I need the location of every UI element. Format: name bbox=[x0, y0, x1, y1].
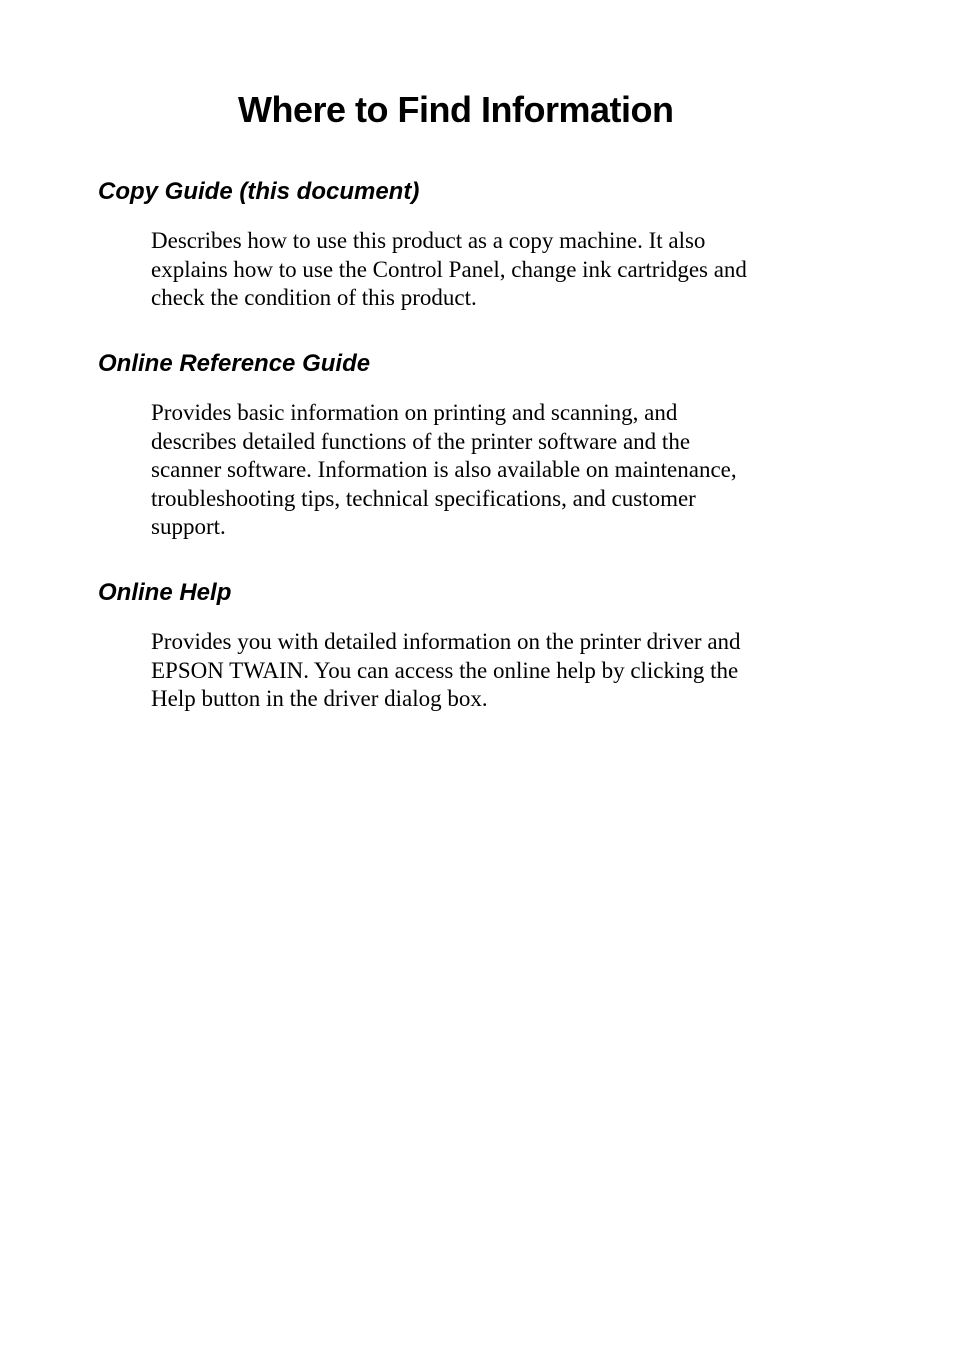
body-line: explains how to use the Control Panel, change ink cartridges and bbox=[151, 256, 747, 282]
body-line: scanner software. Information is also available on maintenance, bbox=[151, 457, 737, 482]
page-title: Where to Find Information bbox=[238, 89, 674, 130]
section-body-online-help bbox=[151, 628, 841, 714]
section-body-online-reference-guide bbox=[151, 399, 841, 542]
body-line: describes detailed functions of the printer software and the bbox=[151, 428, 691, 454]
body-line: check the condition of this product. bbox=[151, 285, 477, 310]
section-heading-copy-guide: Copy Guide (this document) bbox=[98, 178, 420, 205]
body-line: EPSON TWAIN. You can access the online help by clicking the bbox=[151, 657, 739, 683]
body-line: Provides you with detailed information on the printer driver and bbox=[151, 629, 741, 654]
section-heading-online-help: Online Help bbox=[98, 579, 232, 606]
body-line: troubleshooting tips, technical specifications, and customer bbox=[151, 485, 696, 511]
section-heading-online-reference-guide: Online Reference Guide bbox=[98, 350, 371, 377]
body-line: Describes how to use this product as a copy machine. It also bbox=[151, 228, 706, 253]
body-line: Provides basic information on printing and scanning, and bbox=[151, 400, 678, 425]
section-body-copy-guide bbox=[151, 227, 841, 313]
body-line: Help button in the driver dialog box. bbox=[151, 686, 488, 711]
body-line: support. bbox=[151, 514, 226, 539]
